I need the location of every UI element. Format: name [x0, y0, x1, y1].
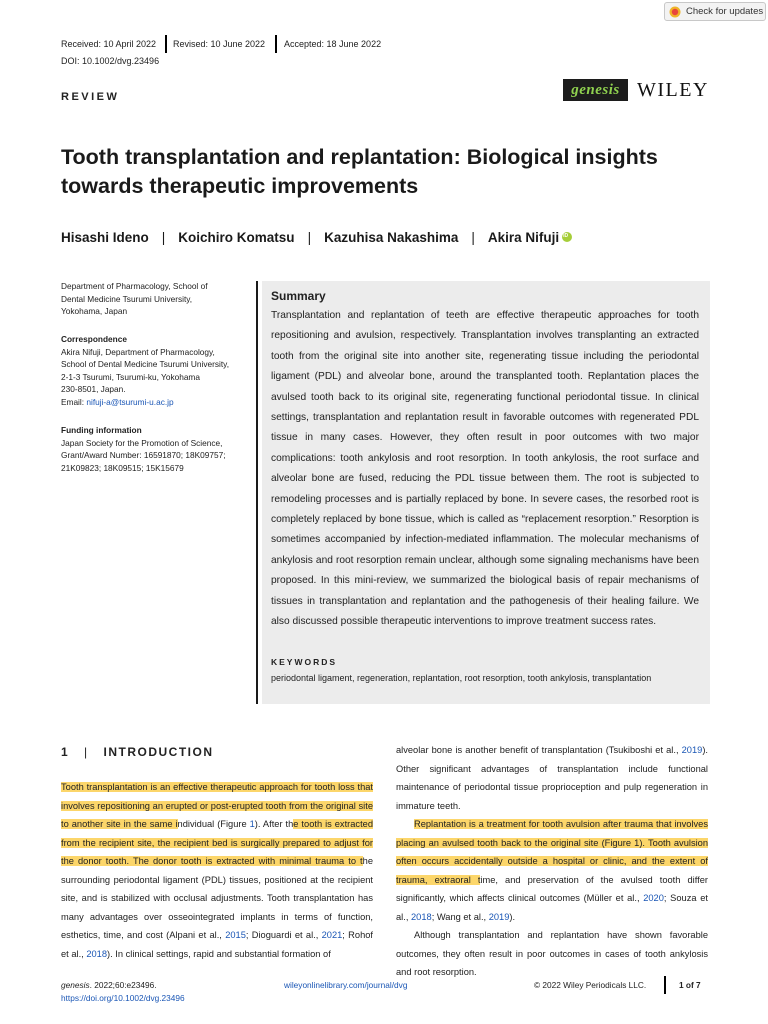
correspondence-line: School of Dental Medicine Tsurumi University,: [61, 359, 230, 369]
reference-link[interactable]: 2019: [681, 745, 703, 755]
intro-left-column: [61, 778, 373, 963]
section-label: REVIEW: [61, 91, 120, 103]
page-number: 1 of 7: [679, 980, 701, 990]
footer-citation: [61, 980, 157, 990]
author-list: [61, 230, 572, 245]
header-divider: [165, 35, 167, 53]
correspondence-heading: Correspondence: [61, 334, 127, 344]
reference-link[interactable]: 2021: [321, 930, 343, 940]
reference-link[interactable]: 2018: [86, 948, 108, 959]
intro-paragraph-3: [396, 815, 708, 926]
text-run: ). In clinical settings, rapid and substantial formation of: [107, 948, 331, 959]
affiliation-line: Dental Medicine Tsurumi University,: [61, 293, 193, 304]
text-run: ). After th: [254, 819, 294, 829]
affiliation-line: Department of Pharmacology, School of: [61, 281, 208, 291]
intro-paragraph-2: [396, 741, 708, 815]
author-separator: |: [161, 230, 166, 245]
check-for-updates-label: Check for updates: [686, 6, 764, 17]
received-date: Received: 10 April 2022: [61, 39, 157, 49]
accepted-date: Accepted: 18 June 2022: [284, 39, 382, 49]
reference-link[interactable]: 2018: [411, 911, 432, 922]
text-run: alveolar bone is another benefit of transplantation (Tsukiboshi et al.,: [396, 745, 682, 755]
footer-citation-text: . 2022;60:e23496.: [89, 980, 157, 990]
header-divider: [275, 35, 277, 53]
email-link[interactable]: nifuji-a@tsurumi-u.ac.jp: [86, 396, 174, 407]
correspondence-line: Akira Nifuji, Department of Pharmacology,: [61, 346, 215, 357]
article-title: Tooth transplantation and replantation: Biological insights towards therapeutic improvements: [61, 145, 658, 198]
footer-divider: [664, 976, 666, 994]
orcid-icon[interactable]: [562, 232, 572, 242]
reference-link[interactable]: 2020: [643, 893, 664, 903]
correspondence: [61, 333, 251, 408]
text-run: he surrounding periodontal ligament (PDL) tissues, positioned at the recipient site, and is stabilized with occlusal adjustments. Tooth transplantation has many advantages over osseointegrated implants in terms of function, esthetics, time, and cost (Alpani et al.,: [61, 856, 373, 940]
text-run: ; Souza et al.,: [396, 893, 708, 922]
keywords-heading: KEYWORDS: [271, 657, 338, 667]
reference-link[interactable]: 2015: [225, 930, 246, 940]
figure-link[interactable]: 1: [249, 819, 255, 829]
funding-line: 21K09823; 18K09515; 15K15679: [61, 462, 184, 473]
footer-copyright: © 2022 Wiley Periodicals LLC.: [534, 980, 647, 990]
summary-heading: Summary: [271, 289, 326, 303]
keywords-list: periodontal ligament, regeneration, replantation, root resorption, tooth ankylosis, transplantation: [271, 673, 652, 683]
highlighted-text: Tooth transplantation is an effective therapeutic approach for tooth loss that involves repositioning an erupted or post-erupted tooth from the original site to another site in the same i: [61, 782, 373, 829]
author-name[interactable]: Kazuhisa Nakashima: [324, 230, 459, 245]
section-title: INTRODUCTION: [103, 745, 214, 759]
reference-link[interactable]: 2019: [488, 911, 510, 922]
funding-information: [61, 424, 251, 474]
highlighted-text: e tooth is extracted from the recipient site, the recipient bed is surgically prepared to adjust for the donor tooth. The donor tooth is extracted with minimal trauma to t: [61, 819, 374, 866]
footer-site: [284, 980, 407, 990]
text-run: ; Wang et al.,: [431, 911, 489, 922]
correspondence-line: 230-8501, Japan.: [61, 384, 126, 394]
text-run: ; Rohof et al.,: [61, 930, 373, 959]
intro-right-column: [396, 741, 708, 982]
author-separator: |: [307, 230, 312, 245]
footer-doi-link[interactable]: https://doi.org/10.1002/dvg.23496: [61, 993, 185, 1003]
author-name[interactable]: Hisashi Ideno: [61, 230, 149, 245]
affiliation-line: Yokohama, Japan: [61, 306, 128, 316]
genesis-logo-text: genesis: [571, 81, 620, 98]
funding-line: Japan Society for the Promotion of Science,: [61, 437, 223, 448]
author-name[interactable]: Akira Nifuji: [487, 230, 560, 245]
intro-paragraph-1: [61, 778, 373, 963]
text-run: ndividual (Figure: [177, 819, 250, 829]
section-separator: |: [84, 745, 89, 759]
check-for-updates-button[interactable]: [664, 2, 766, 21]
email-label: Email:: [61, 396, 87, 407]
text-run: ; Dioguardi et al.,: [245, 930, 322, 940]
affiliation: [61, 280, 251, 318]
text-run: ).: [509, 911, 516, 922]
funding-heading: Funding information: [61, 425, 142, 435]
summary-divider: [256, 281, 258, 704]
highlighted-text: Replantation is a treatment for tooth avulsion after trauma that involves placing an avulsed tooth back to the original site (Figure 1). Tooth avulsion often occurs accidentally outside a hospital or clinic, and the extent of trauma, extraoral t: [396, 819, 708, 885]
intro-paragraph-4: Although transplantation and replantation have shown favorable outcomes, they often result in poor outcomes in cases of tooth ankylosis and root resorption.: [396, 930, 708, 977]
summary-text: Transplantation and replantation of teeth are effective therapeutic approaches for tooth repositioning and avulsion, respectively. Transplantation involves transplanting an extracted tooth from the original site into another site, regenerating tissue including the periodontal ligament (PDL) and alveolar bone, around the transplanted tooth. Replantation places the avulsed tooth back to its original site, regenerating functional periodontal tissue. In clinical settings, transplantation and replantation result in favorable outcomes with regenerated PDL tissue in many cases. However, they often result in poor outcomes with two major complications: tooth ankylosis and root resorption. In tooth ankylosis, the root surface and alveolar bone are fused, reducing the PDL tissue between them. The root is subjected to remodeling processes and is partially replaced by bone. In severe cases, the resorbed root is completely replaced by bone tissue, which is called as “replacement resorption.” Resorption is sometimes accompanied by infection-mediated inflammation. The molecular mechanisms of ankylosis and root resorption remain unclear, although some signaling mechanisms have been proposed. In this mini-review, we summarized the biological basis of repair mechanisms of tissues in transplantation and replantation and the pathogenesis of their healing failure. We also discussed possible therapeutic interventions to improve treatment success rates.: [271, 310, 699, 628]
author-name[interactable]: Koichiro Komatsu: [178, 230, 295, 245]
section-heading-introduction: [61, 745, 214, 759]
revised-date: Revised: 10 June 2022: [173, 39, 266, 49]
funding-line: Grant/Award Number: 16591870; 18K09757;: [61, 450, 226, 460]
footer-doi: [61, 993, 185, 1003]
wiley-logo[interactable]: WILEY: [637, 79, 709, 101]
check-updates-icon: [669, 6, 681, 18]
genesis-journal-logo[interactable]: [563, 79, 628, 101]
email-line: [61, 396, 251, 409]
text-run: ). Other significant advantages of transplantation include functional maintenance of periodontal tissue proprioception and pulp regeneration in immature teeth.: [396, 745, 708, 811]
footer-site-link[interactable]: wileyonlinelibrary.com/journal/dvg: [284, 980, 408, 990]
article-doi: DOI: 10.1002/dvg.23496: [61, 56, 160, 66]
text-run: ime, and preservation of the avulsed tooth differ significantly, which affects clinical outcomes (Müller et al.,: [396, 874, 708, 903]
author-separator: |: [471, 230, 475, 245]
section-number: 1: [61, 745, 70, 759]
footer-journal: genesis: [61, 980, 90, 990]
correspondence-line: 2-1-3 Tsurumi, Tsurumi-ku, Yokohama: [61, 371, 200, 382]
